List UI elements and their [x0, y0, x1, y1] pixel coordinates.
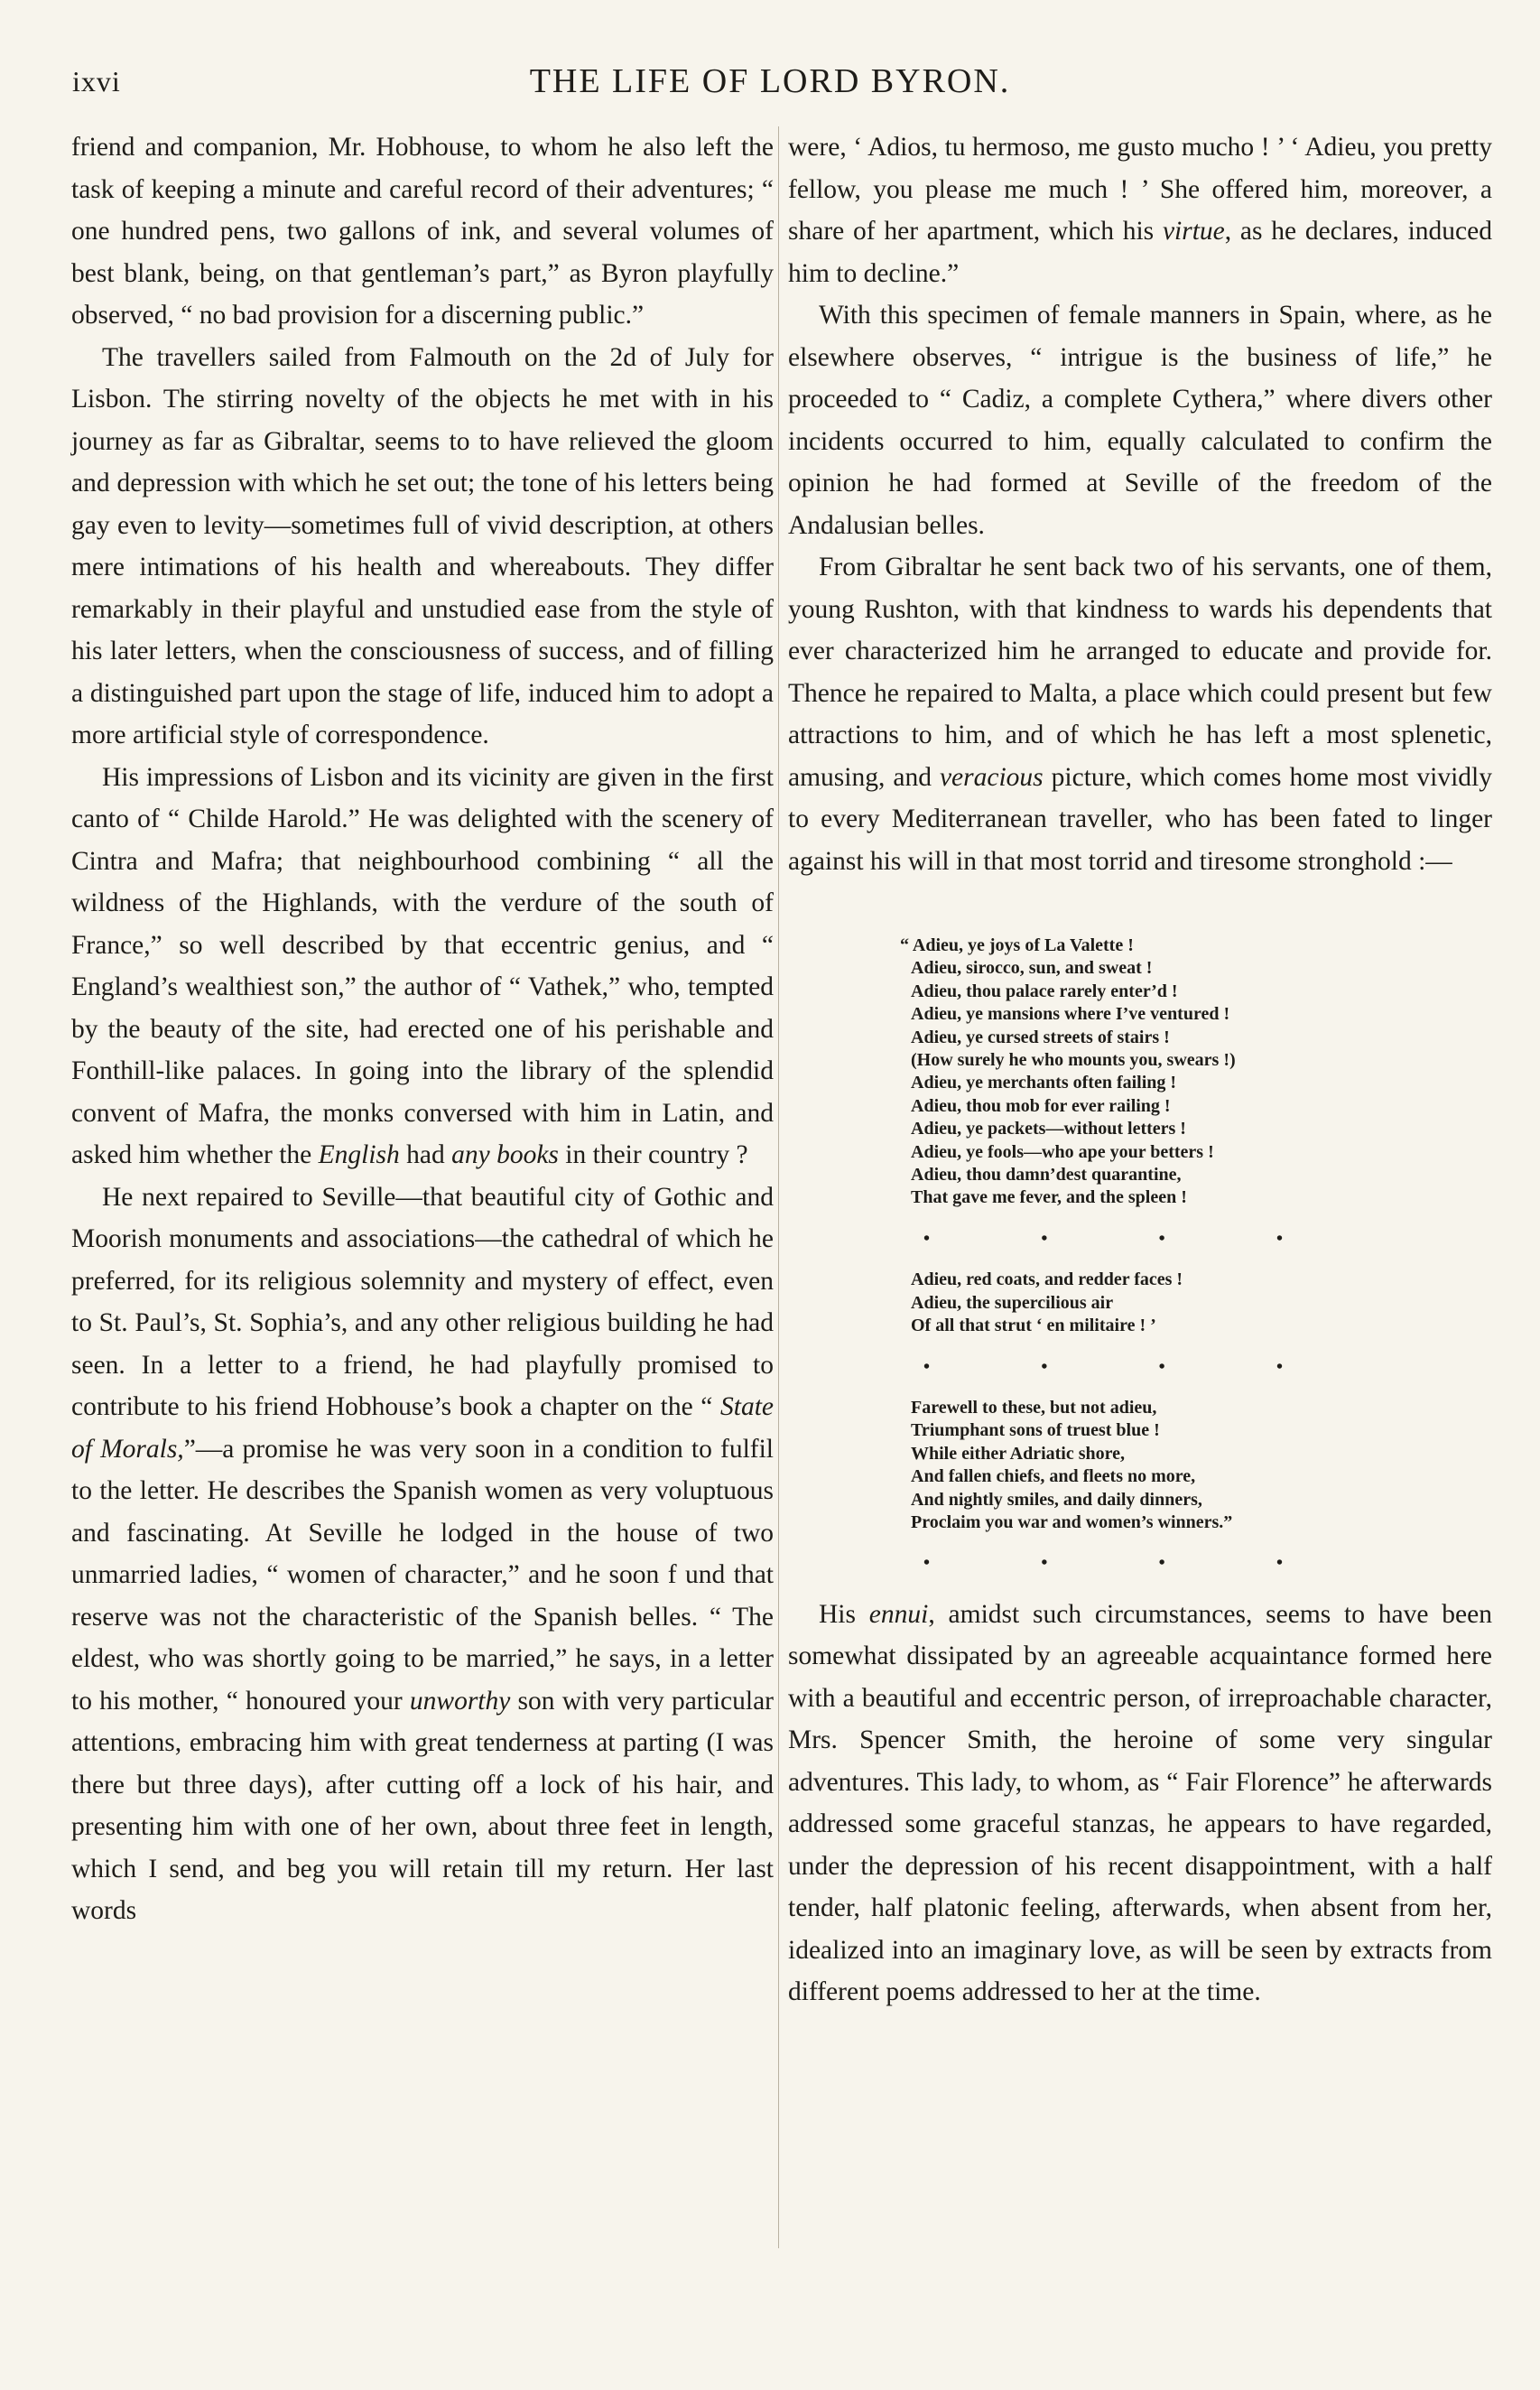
star-glyph: • — [923, 1553, 931, 1574]
star-glyph: • — [1158, 1553, 1165, 1574]
paragraph: were, ‘ Adios, tu hermoso, me gusto mucho ! ’ ‘ Adieu, you pretty fellow, you please me much ! ’ She offered him, moreover, a share of her apartment, which his virtue, as he declares, induced him to decline.” — [788, 133, 1492, 288]
poem-line: Of all that strut ‘ en militaire ! ’ — [911, 1316, 1156, 1336]
star-glyph: • — [923, 1228, 931, 1249]
paragraph: From Gibraltar he sent back two of his servants, one of them, young Rushton, with that kindness to wards his dependents that ever characterized him he arranged to educate and provide for. Thence he repaired to Malta, a place which could present but few attractions to him, and of which he has left a most splenetic, amusing, and veracious picture, which comes home most vividly to every Mediterranean traveller, who has been fated to linger against his will in that most torrid and tiresome stronghold :— — [788, 553, 1492, 876]
poem-line: Adieu, thou palace rarely enter’d ! — [911, 981, 1178, 1001]
italic-text: veracious — [939, 762, 1044, 792]
poem-stanza — [911, 1269, 1492, 1337]
poem-line: Adieu, thou mob for ever railing ! — [911, 1095, 1171, 1116]
poem-line: Adieu, thou damn’dest quarantine, — [911, 1165, 1182, 1186]
column-divider — [778, 126, 779, 2248]
poem-line: Farewell to these, but not adieu, — [911, 1397, 1157, 1418]
section-break-stars — [923, 1228, 1283, 1251]
poem-line: While either Adriatic shore, — [911, 1443, 1126, 1464]
poem-line: Adieu, ye cursed streets of stairs ! — [911, 1027, 1170, 1047]
paragraph: His ennui, amidst such circumstances, seems to have been somewhat dissipated by an agreeable acquaintance formed here with a beautiful and eccentric person, of irreproachable character, Mrs. Spencer Smith, the heroine of some very singular adventures. This lady, to whom, as “ Fair Florence” he afterwards addressed some graceful stanzas, he appears to have regarded, under the depression of his recent disappointment, with a half tender, half platonic feeling, afterwards, when absent from her, idealized into an imaginary love, as will be seen by extracts from different poems addressed to her at the time. — [788, 1599, 1492, 2007]
poem-line: “ Adieu, ye joys of La Valette ! — [900, 935, 1134, 955]
star-glyph: • — [1276, 1228, 1283, 1249]
poem-line: Adieu, sirocco, sun, and sweat ! — [911, 958, 1153, 979]
star-glyph: • — [1041, 1228, 1048, 1249]
italic-text: ennui — [868, 1599, 929, 1629]
star-glyph: • — [1041, 1553, 1048, 1574]
poem-line: Adieu, ye packets—without letters ! — [911, 1119, 1186, 1139]
star-glyph: • — [923, 1356, 931, 1377]
star-glyph: • — [1276, 1356, 1283, 1377]
section-break-stars — [923, 1356, 1283, 1379]
poem-line: And fallen chiefs, and fleets no more, — [911, 1466, 1196, 1487]
italic-text: virtue — [1162, 217, 1225, 246]
right-column — [788, 126, 1492, 2013]
poem-line: Adieu, ye merchants often failing ! — [911, 1073, 1177, 1093]
poem-line: Adieu, the supercilious air — [911, 1292, 1114, 1313]
poem-line: Adieu, ye fools—who ape your betters ! — [911, 1141, 1214, 1162]
poem-line: And nightly smiles, and daily dinners, — [911, 1489, 1202, 1510]
paragraph: friend and companion, Mr. Hobhouse, to whom he also left the task of keeping a minute and careful record of their adventures; “ one hundred pens, two gallons of ink, and several volumes of best blank, being, on that gentleman’s part,” as Byron playfully observed, “ no bad provision for a discerning public.” — [71, 133, 774, 330]
italic-text: State of Morals, — [71, 1392, 774, 1464]
poem-block — [788, 935, 1492, 1576]
running-title: THE LIFE OF LORD BYRON. — [529, 62, 1011, 100]
poem-stanza — [911, 1397, 1492, 1534]
star-glyph: • — [1041, 1356, 1048, 1377]
section-break-stars — [923, 1552, 1283, 1575]
left-column — [71, 126, 774, 1932]
page-header — [72, 61, 1468, 116]
italic-text: unworthy — [409, 1686, 511, 1716]
poem-line: Adieu, red coats, and redder faces ! — [911, 1269, 1183, 1290]
paragraph: He next repaired to Seville—that beautiful city of Gothic and Moorish monuments and associations—the cathedral of which he preferred, for its religious solemnity and mystery of effect, even to St. Paul’s, St. Sophia’s, and any other religious building he had seen. In a letter to a friend, he had playfully promised to contribute to his friend Hobhouse’s book a chapter on the “ State of Morals,”—a promise he was very soon in a condition to fulfil to the letter. He describes the Spanish women as very voluptuous and fascinating. At Seville he lodged in the house of two unmarried ladies, “ women of character,” and he soon f und that reserve was not the characteristic of the Spanish belles. “ The eldest, who was shortly going to be married,” he says, in a letter to his mother, “ honoured your unworthy son with very particular attentions, embracing him with great tenderness at parting (I was there but three days), after cutting off a lock of his hair, and presenting him with one of her own, about three feet in length, which I send, and beg you will retain till my return. Her last words — [71, 1182, 774, 1925]
italic-text: any books — [451, 1140, 559, 1169]
poem-line: Adieu, ye mansions where I’ve ventured ! — [911, 1004, 1230, 1025]
star-glyph: • — [1158, 1228, 1165, 1249]
page-number: ixvi — [72, 65, 121, 98]
poem-line: That gave me fever, and the spleen ! — [911, 1187, 1187, 1208]
star-glyph: • — [1276, 1553, 1283, 1574]
poem-line: Triumphant sons of truest blue ! — [911, 1420, 1160, 1441]
poem-line: (How surely he who mounts you, swears !) — [911, 1050, 1236, 1071]
paragraph: His impressions of Lisbon and its vicinity are given in the first canto of “ Childe Harold.” He was delighted with the scenery of Cintra and Mafra; that neighbourhood combining “ all the wildness of the Highlands, with the verdure of the south of France,” so well described by that eccentric genius, and “ England’s wealthiest son,” the author of “ Vathek,” who, tempted by the beauty of the site, had erected one of his perishable and Fonthill-like palaces. In going into the library of the splendid convent of Mafra, the monks conversed with him in Latin, and asked him whether the English had any books in their country ? — [71, 762, 774, 1169]
poem-stanza — [900, 935, 1492, 1210]
paragraph: With this specimen of female manners in Spain, where, as he elsewhere observes, “ intrigue is the business of life,” he proceeded to “ Cadiz, a complete Cythera,” where divers other incidents occurred to him, equally calculated to confirm the opinion he had formed at Seville of the freedom of the Andalusian belles. — [788, 301, 1492, 540]
poem-line: Proclaim you war and women’s winners.” — [911, 1511, 1233, 1532]
star-glyph: • — [1158, 1356, 1165, 1377]
italic-text: English — [318, 1140, 400, 1169]
paragraph: The travellers sailed from Falmouth on the 2d of July for Lisbon. The stirring novelty of the objects he met with in his journey as far as Gibraltar, seems to to have relieved the gloom and depression with which he set out; the tone of his letters being gay even to levity—sometimes full of vivid description, at others mere intimations of his health and whereabouts. They differ remarkably in their playful and unstudied ease from the style of his later letters, when the consciousness of success, and of filling a distinguished part upon the stage of life, induced him to adopt a more artificial style of correspondence. — [71, 342, 774, 749]
